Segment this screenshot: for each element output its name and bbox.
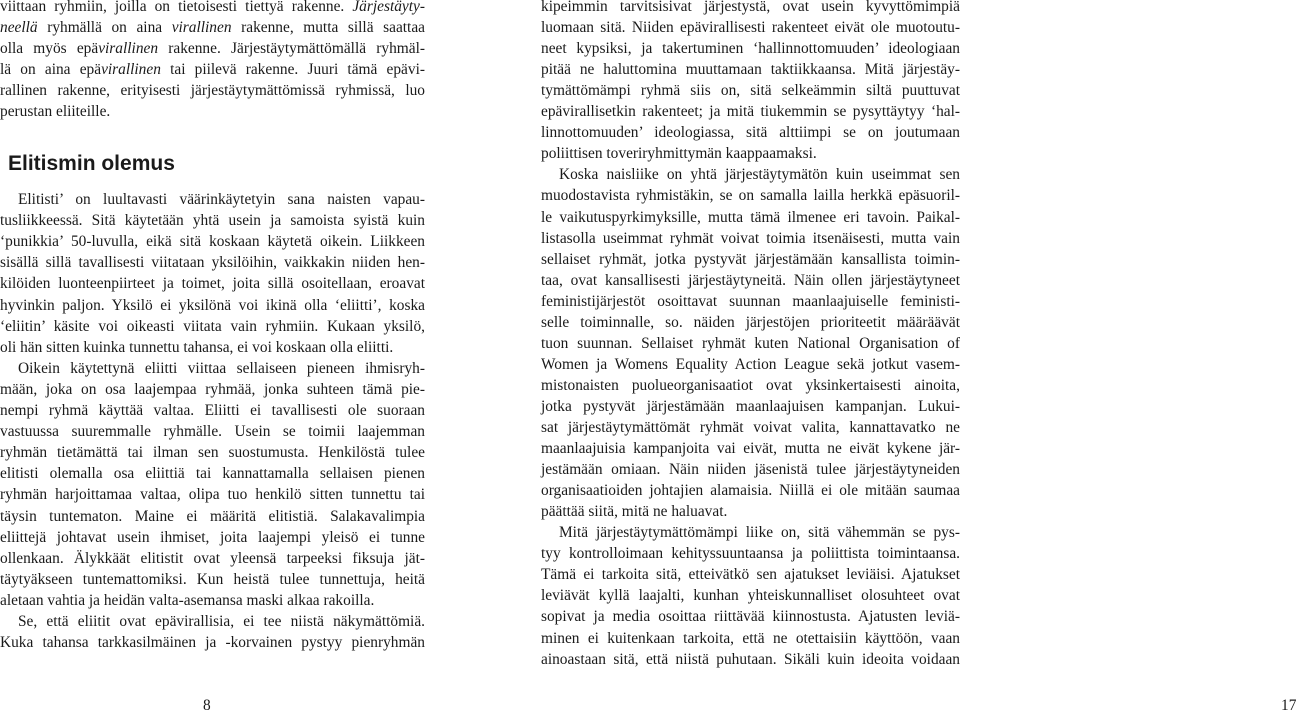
text-line: ryhmän tietämättä tai ilman sen suostumusta. Henkilöstä tulee xyxy=(0,444,425,462)
text-line: sat järjestäytymättömät ryhmät voivat valita, kannattavatko ne xyxy=(541,419,960,436)
text-line: pitää ne haluttomina muuttamaan taktiikkaansa. Mitä järjestäy- xyxy=(541,61,960,79)
text-line: sopivat ja media osoittaa riittävää kiinnostusta. Ajatusten leviä- xyxy=(541,608,960,626)
left-page xyxy=(0,0,425,718)
section-heading: Elitismin olemus xyxy=(8,152,175,175)
text-line: organisaatioiden johtajien alamaisia. Niillä ei ole mitään saumaa xyxy=(541,482,960,500)
text-line: ainoastaan sitä, että niistä puhutaan. Sikäli kuin ideoita voidaan xyxy=(541,650,960,668)
text-line: jestämään omiaan. Näin niiden jäsenistä tulee järjestäytyneiden xyxy=(541,461,960,479)
text-line: päättää siitä, mitä ne haluavat. xyxy=(541,503,728,521)
right-page xyxy=(541,0,1296,718)
text-line: Tämä ei tarkoita sitä, etteivätkö sen ajatukset leviäisi. Ajatukset xyxy=(541,566,960,584)
text-line: Se, että eliitit ovat epävirallisia, ei tee niistä näkymättömiä. xyxy=(18,613,425,630)
text-line: selle toiminnalle, so. näiden järjestöjen prioriteetit määräävät xyxy=(541,313,960,331)
text-line: viittaan ryhmiin, joilla on tietoisesti tiettyä rakenne. Järjestäyty- xyxy=(0,0,425,15)
text-line: tymättömämpi ryhmä siis on, sitä selkeämmin siltä puuttuvat xyxy=(541,82,960,100)
text-line: tuon suunnan. Sellaiset ryhmät kuten National Organisation of xyxy=(541,334,960,352)
text-line: ‘eliitin’ käsite voi oikeasti viitata vain ryhmiin. Kukaan yksilö, xyxy=(0,317,425,335)
text-line: oli hän sitten kuinka tunnettu tahansa, ei voi koskaan olla eliitti. xyxy=(0,338,394,356)
text-line: tyy kontrolloimaan kehityssuuntaansa ja poliittista toimintaansa. xyxy=(541,545,960,563)
text-line: lä on aina epävirallinen tai piilevä rakenne. Juuri tämä epävi- xyxy=(0,61,425,78)
text-line: perustan eliiteille. xyxy=(0,103,111,120)
text-line: Women ja Womens Equality Action League sekä jotkut vasem- xyxy=(541,355,960,373)
text-line: sisällä sillä tavallisesti viitataan yksilöihin, vaikkakin niiden hen- xyxy=(0,254,425,272)
text-line: täytyäkseen tuntemattomiksi. Kun heistä tulee tunnettuja, heitä xyxy=(0,570,425,588)
text-line: olla myös epävirallinen rakenne. Järjestäytymättömällä ryhmäl- xyxy=(0,40,425,57)
text-line: sellaiset ryhmät, jotka pystyvät järjestämään kansallista toimin- xyxy=(541,250,960,268)
text-line: linnottomuuden’ ideologiassa, sitä alttiimpi se on joutumaan xyxy=(541,124,960,142)
text-line: Elitisti’ on luultavasti väärinkäytetyin sana naisten vapau- xyxy=(18,191,425,208)
text-line: hyvinkin paljon. Yksilö ei yksilönä voi ikinä olla ‘eliitti’, koska xyxy=(0,296,425,314)
text-line: mään, joka on osa laajempaa ryhmää, jonka suhteen tämä pie- xyxy=(0,380,425,398)
text-line: ‘punikkia’ 50-luvulla, eikä sitä koskaan käytetä oikein. Liikkeen xyxy=(0,233,425,251)
text-line: aletaan vahtia ja heidän valta-asemansa maski alkaa rakoilla. xyxy=(0,591,375,609)
text-line: täysin tuntematon. Maine ei määritä elitistiä. Salakavalimpia xyxy=(0,507,425,525)
text-line: mistonaisten puolueorganisaatiot ovat yksinkertaisesti ainoita, xyxy=(541,376,960,394)
page-number-right: 17 xyxy=(1281,697,1296,714)
text-line: listasolla useimmat ryhmät voivat toimia itsenäisesti, mutta vain xyxy=(541,229,960,247)
text-line: maanlaajuisia kampanjoita vai eivät, mutta ne eivät kykene jär- xyxy=(541,440,960,458)
text-line: muodostavista ryhmistäkin, se on samalla lailla herkkä epäsuoril- xyxy=(541,187,960,205)
text-line: elitisti olemalla osa eliittiä tai kannattamalla sellaisen pienen xyxy=(0,465,425,483)
text-line: eliittejä johtavat usein ihmiset, joita laajempi yleisö ei tunne xyxy=(0,528,425,546)
text-line: ryhmän harjoittamaa valtaa, olipa tuo henkilö sitten tunnettu tai xyxy=(0,486,425,504)
text-line: minen ei kuitenkaan tarkoita, että ne otettaisiin käyttöön, vaan xyxy=(541,629,960,647)
text-line: nempi ryhmä käyttää valtaa. Eliitti ei tavallisesti ole suoraan xyxy=(0,402,425,419)
text-line: leviävät kyllä laajalti, kunhan yhteiskunnalliset olosuhteet ovat xyxy=(541,587,960,605)
text-line: luomaan sitä. Niiden epävirallisesti rakenteet eivät ole muotoutu- xyxy=(541,19,960,37)
text-line: le vaikutuspyrkimyksille, mutta tämä ilmenee eri tavoin. Paikal- xyxy=(541,208,960,226)
text-line: Mitä järjestäytymättömämpi liike on, sitä vähemmän se pys- xyxy=(559,524,960,542)
page-number-left: 8 xyxy=(203,697,211,714)
text-line: kipeimmin tarvitsisivat järjestystä, ovat usein kyvyttömimpiä xyxy=(541,0,960,15)
text-line: neet kypsiksi, ja takertuminen ‘hallinnottomuuden’ ideologiaan xyxy=(541,40,960,58)
text-line: Koska naisliike on yhtä järjestäytymätön kuin useimmat sen xyxy=(559,166,960,184)
text-line: feministijärjestöt osoittavat suunnan maanlaajuiselle feministi- xyxy=(541,292,960,310)
text-line: rallinen rakenne, erityisesti järjestäytymättömissä ryhmissä, luo xyxy=(0,82,425,99)
text-line: Oikein käytettynä eliitti viittaa sellaiseen pieneen ihmisryh- xyxy=(18,359,425,377)
text-line: jotka pystyvät järjestämään maanlaajuisen kampanjan. Lukui- xyxy=(541,397,960,415)
text-line: epävirallisetkin rakenteet; ja mitä tiukemmin se pysyttäytyy ‘hal- xyxy=(541,103,960,121)
text-line: kilöiden luonteenpiirteet ja toimet, joita sillä osoitellaan, eroavat xyxy=(0,275,425,293)
text-line: taa, ovat kansallisesti järjestäytyneitä. Näin ollen järjestäytyneet xyxy=(541,271,960,289)
text-line: Kuka tahansa tarkkasilmäinen ja -korvainen pystyy pienryhmän xyxy=(0,634,425,652)
text-line: ollenkaan. Älykkäät elitistit ovat yleensä tarpeeksi fiksuja jät- xyxy=(0,549,425,567)
text-line: vastuussa suuremmalle ryhmälle. Usein se toimii laajemman xyxy=(0,423,425,441)
text-line: neellä ryhmällä on aina virallinen rakenne, mutta sillä saattaa xyxy=(0,19,425,36)
text-line: tusliikkeessä. Sitä käytetään yhtä usein ja samoista syistä kuin xyxy=(0,212,425,230)
text-line: poliittisen toveriryhmittymän kaappaamaksi. xyxy=(541,145,817,163)
